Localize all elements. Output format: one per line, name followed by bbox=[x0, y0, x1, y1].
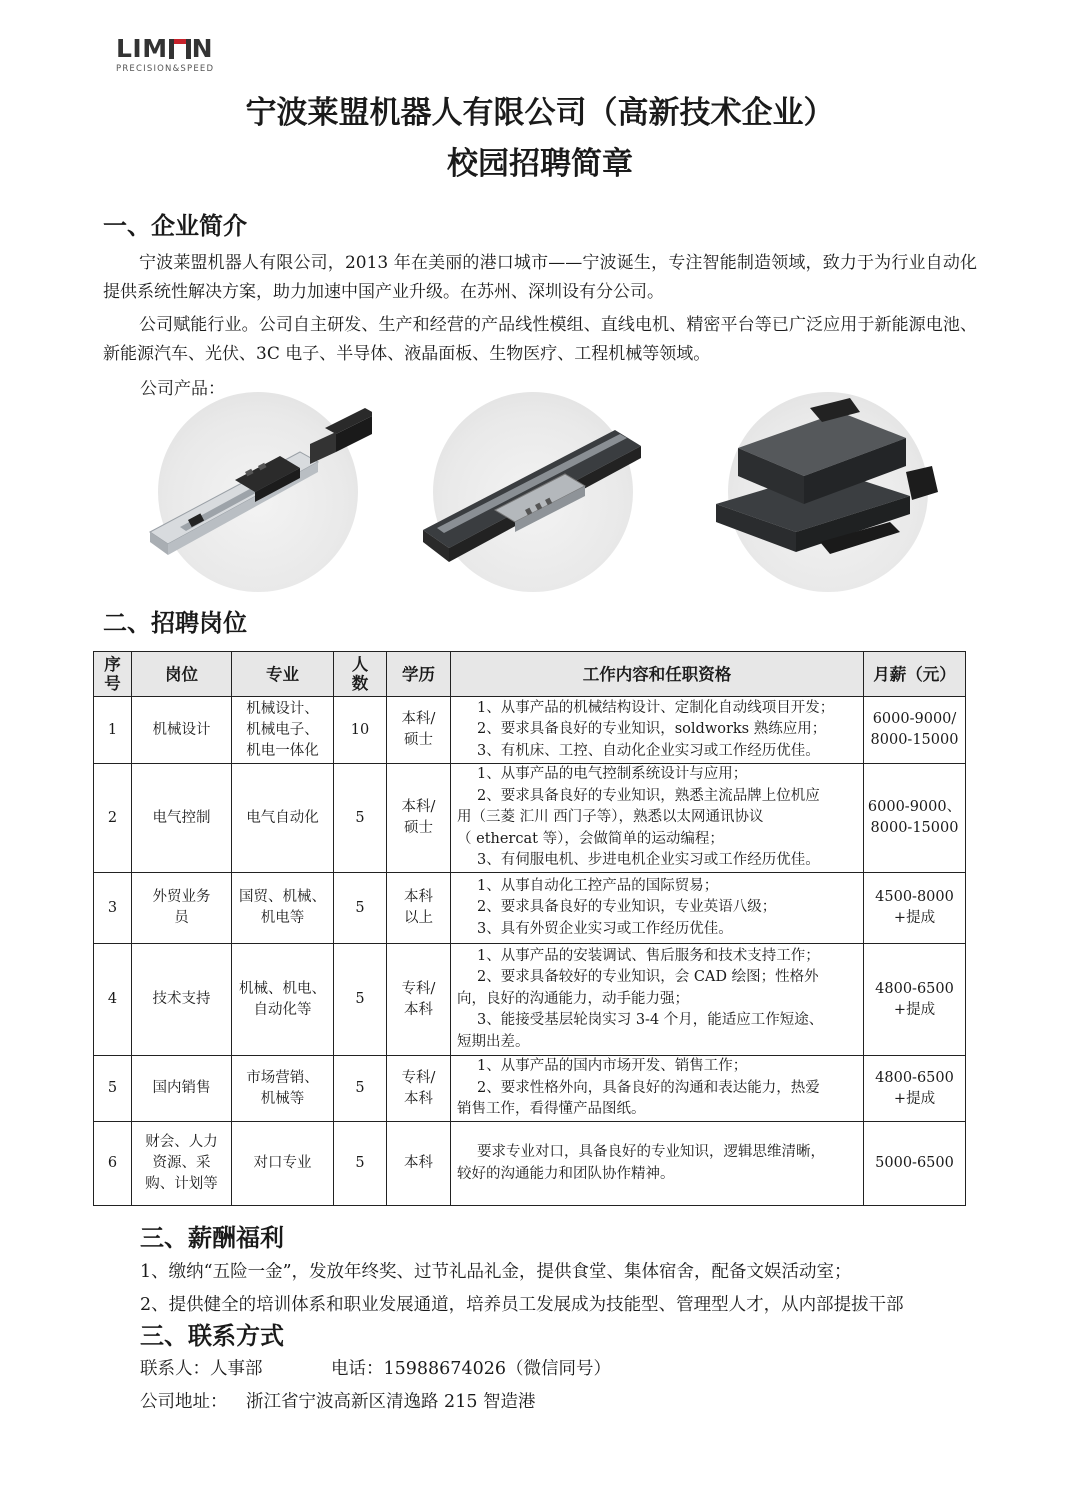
cell-major bbox=[232, 1056, 334, 1122]
cell-education-line: 硕士 bbox=[404, 732, 433, 748]
cell-requirements bbox=[451, 873, 864, 944]
cell-education-line: 本科 bbox=[404, 1155, 433, 1171]
logo-letters-right: N bbox=[191, 34, 214, 63]
cell-major-line: 机械设计、 bbox=[246, 700, 319, 717]
table-row bbox=[94, 873, 966, 944]
cell-salary bbox=[864, 697, 966, 764]
cell-requirements bbox=[451, 944, 864, 1056]
cell-count: 5 bbox=[334, 1056, 387, 1122]
contact-heading: 三、联系方式 bbox=[140, 1321, 284, 1350]
table-row bbox=[94, 1056, 966, 1122]
cell-title-line: 外贸业务 bbox=[152, 889, 211, 905]
cell-salary-line: 5000-6500 bbox=[875, 1155, 954, 1171]
positions-table bbox=[93, 651, 966, 1206]
cell-requirements-line: 3、具有外贸企业实习或工作经历优佳。 bbox=[477, 920, 733, 937]
cell-salary-line: 8000-15000 bbox=[870, 820, 959, 836]
cell-salary-line: 6000-9000、 bbox=[867, 799, 962, 815]
cell-salary bbox=[864, 873, 966, 944]
cell-education bbox=[387, 764, 451, 873]
cell-title-line: 机械设计 bbox=[152, 721, 211, 738]
cell-major bbox=[232, 944, 334, 1056]
cell-count: 5 bbox=[334, 944, 387, 1056]
cell-education bbox=[387, 1122, 451, 1206]
table-header-row bbox=[94, 652, 966, 697]
linear-motor-icon bbox=[415, 392, 647, 594]
cell-no: 3 bbox=[94, 873, 132, 944]
logo-letters-left: LIM bbox=[116, 34, 168, 63]
table-row bbox=[94, 764, 966, 873]
col-header-count: 人 数 bbox=[334, 652, 387, 697]
col-header-salary: 月薪（元） bbox=[864, 652, 966, 697]
cell-major-line: 机械等 bbox=[260, 1090, 305, 1107]
cell-education bbox=[387, 697, 451, 764]
cell-education-line: 以上 bbox=[404, 910, 433, 926]
cell-requirements-line: 2、要求具备良好的专业知识，专业英语八级； bbox=[477, 899, 777, 916]
cell-title-line: 国内销售 bbox=[152, 1080, 211, 1096]
cell-count: 5 bbox=[334, 764, 387, 873]
cell-requirements-line: 2、要求具备良好的专业知识，熟悉主流品牌上位机应 bbox=[477, 787, 820, 804]
cell-title-line: 员 bbox=[174, 910, 189, 926]
cell-education-line: 本科/ bbox=[401, 799, 436, 815]
cell-requirements-line: 1、从事产品的国内市场开发、销售工作； bbox=[477, 1058, 748, 1075]
cell-education-line: 专科/ bbox=[401, 1069, 436, 1086]
cell-requirements-line: 1、从事产品的安装调试、售后服务和技术支持工作； bbox=[477, 947, 820, 964]
cell-major bbox=[232, 764, 334, 873]
logo-o-mark-icon bbox=[169, 39, 191, 59]
cell-count: 10 bbox=[334, 697, 387, 764]
cell-requirements-line: 3、有机床、工控、自动化企业实习或工作经历优佳。 bbox=[477, 742, 820, 759]
cell-title-line: 财会、人力 bbox=[145, 1134, 218, 1150]
cell-count: 5 bbox=[334, 1122, 387, 1206]
cell-salary-line: 4800-6500 bbox=[875, 1069, 954, 1086]
cell-requirements bbox=[451, 1056, 864, 1122]
cell-requirements-line: 3、有伺服电机、步进电机企业实习或工作经历优佳。 bbox=[477, 852, 820, 869]
cell-title-line: 资源、采 bbox=[152, 1155, 211, 1171]
table-row bbox=[94, 697, 966, 764]
benefit-line-1: 1、缴纳“五险一金”，发放年终奖、过节礼品礼金，提供食堂、集体宿舍，配备文娱活动室； bbox=[140, 1262, 852, 1282]
cell-requirements-line: 2、要求性格外向，具备良好的沟通和表达能力，热爱 bbox=[477, 1079, 820, 1096]
logo-wordmark bbox=[116, 36, 238, 62]
col-header-requirements: 工作内容和任职资格 bbox=[451, 652, 864, 697]
cell-no: 5 bbox=[94, 1056, 132, 1122]
cell-requirements bbox=[451, 697, 864, 764]
cell-requirements-line: 1、从事产品的电气控制系统设计与应用； bbox=[477, 766, 748, 783]
cell-requirements-line: 要求专业对口，具备良好的专业知识，逻辑思维清晰， bbox=[477, 1144, 825, 1160]
cell-education bbox=[387, 1056, 451, 1122]
cell-salary bbox=[864, 764, 966, 873]
col-header-major: 专业 bbox=[232, 652, 334, 697]
contact-address: 浙江省宁波高新区清逸路 215 智造港 bbox=[246, 1392, 536, 1412]
cell-count: 5 bbox=[334, 873, 387, 944]
table-row bbox=[94, 1122, 966, 1206]
col-header-education: 学历 bbox=[387, 652, 451, 697]
cell-requirements-line: 向，良好的沟通能力，动手能力强； bbox=[457, 990, 689, 1007]
cell-salary-line: +提成 bbox=[893, 910, 936, 926]
cell-major-line: 机械电子、 bbox=[246, 721, 319, 738]
cell-requirements-line: 2、要求具备良好的专业知识，soldworks 熟练应用； bbox=[477, 721, 827, 738]
cell-no: 4 bbox=[94, 944, 132, 1056]
product-image-precision-platform bbox=[710, 392, 942, 594]
cell-salary-line: 8000-15000 bbox=[870, 732, 959, 748]
benefits-heading: 三、薪酬福利 bbox=[140, 1223, 284, 1252]
cell-title-line: 电气控制 bbox=[152, 809, 211, 826]
cell-requirements-line: （ ethercat 等），会做简单的运动编程； bbox=[457, 830, 724, 847]
cell-salary bbox=[864, 1056, 966, 1122]
cell-education-line: 本科 bbox=[404, 1001, 433, 1018]
cell-title bbox=[132, 697, 232, 764]
product-image-linear-motor bbox=[415, 392, 647, 594]
cell-salary-line: 6000-9000/ bbox=[872, 711, 957, 727]
cell-major-line: 国贸、机械、 bbox=[239, 889, 326, 905]
cell-requirements-line: 3、能接受基层轮岗实习 3-4 个月，能适应工作短途、 bbox=[477, 1012, 824, 1029]
company-logo bbox=[116, 36, 238, 78]
cell-education-line: 本科/ bbox=[401, 711, 436, 727]
cell-requirements-line: 销售工作，看得懂产品图纸。 bbox=[457, 1101, 646, 1118]
contact-phone: 电话：15988674026（微信同号） bbox=[331, 1359, 611, 1379]
cell-major-line: 机电一体化 bbox=[246, 742, 319, 759]
cell-education-line: 硕士 bbox=[404, 820, 433, 836]
cell-salary bbox=[864, 1122, 966, 1206]
cell-title-line: 技术支持 bbox=[152, 991, 211, 1007]
intro-paragraph-2: 公司赋能行业。公司自主研发、生产和经营的产品线性模组、直线电机、精密平台等已广泛应用于新能源电池、新能源汽车、光伏、3C 电子、半导体、液晶面板、生物医疗、工程机械等领域。 bbox=[103, 315, 977, 364]
cell-no: 1 bbox=[94, 697, 132, 764]
cell-requirements-line: 1、从事产品的机械结构设计、定制化自动线项目开发； bbox=[477, 699, 835, 716]
cell-title-line: 购、计划等 bbox=[145, 1176, 218, 1192]
cell-major-line: 市场营销、 bbox=[246, 1069, 319, 1086]
cell-title bbox=[132, 944, 232, 1056]
benefit-line-2: 2、提供健全的培训体系和职业发展通道，培养员工发展成为技能型、管理型人才，从内部提拔干部 bbox=[140, 1295, 904, 1315]
cell-major-line: 电气自动化 bbox=[246, 809, 319, 826]
positions-heading: 二、招聘岗位 bbox=[103, 608, 247, 637]
cell-education-line: 专科/ bbox=[401, 980, 436, 997]
cell-salary-line: +提成 bbox=[893, 1001, 936, 1018]
col-header-no: 序 号 bbox=[94, 652, 132, 697]
cell-title bbox=[132, 1122, 232, 1206]
cell-title bbox=[132, 764, 232, 873]
cell-major-line: 自动化等 bbox=[253, 1001, 312, 1018]
precision-platform-icon bbox=[710, 392, 942, 594]
cell-education bbox=[387, 873, 451, 944]
product-image-linear-module bbox=[140, 392, 372, 594]
cell-requirements-line: 用（三菱 汇川 西门子等），熟悉以太网通讯协议 bbox=[457, 809, 764, 826]
products-label: 公司产品： bbox=[140, 379, 225, 399]
table-row bbox=[94, 944, 966, 1056]
cell-education-line: 本科 bbox=[404, 1090, 433, 1107]
cell-title bbox=[132, 1056, 232, 1122]
cell-salary-line: 4500-8000 bbox=[875, 889, 954, 905]
cell-no: 2 bbox=[94, 764, 132, 873]
cell-requirements-line: 1、从事自动化工控产品的国际贸易； bbox=[477, 877, 719, 894]
cell-major-line: 对口专业 bbox=[253, 1155, 312, 1171]
cell-requirements-line: 较好的沟通能力和团队协作精神。 bbox=[457, 1165, 675, 1182]
cell-salary-line: +提成 bbox=[893, 1090, 936, 1107]
intro-heading: 一、企业简介 bbox=[103, 211, 247, 240]
cell-requirements-line: 2、要求具备较好的专业知识，会 CAD 绘图；性格外 bbox=[477, 969, 819, 986]
col-header-title: 岗位 bbox=[132, 652, 232, 697]
cell-no: 6 bbox=[94, 1122, 132, 1206]
cell-title bbox=[132, 873, 232, 944]
contact-address-label: 公司地址： bbox=[140, 1392, 228, 1412]
cell-requirements bbox=[451, 764, 864, 873]
cell-requirements bbox=[451, 1122, 864, 1206]
cell-salary bbox=[864, 944, 966, 1056]
cell-education bbox=[387, 944, 451, 1056]
document-title: 宁波莱盟机器人有限公司（高新技术企业） bbox=[245, 95, 835, 131]
cell-requirements-line: 短期出差。 bbox=[457, 1033, 530, 1050]
cell-major-line: 机械、机电、 bbox=[239, 980, 326, 997]
cell-education-line: 本科 bbox=[404, 889, 433, 905]
logo-tagline: PRECISION&SPEED bbox=[116, 64, 215, 74]
linear-module-icon bbox=[140, 392, 372, 594]
cell-major bbox=[232, 1122, 334, 1206]
cell-salary-line: 4800-6500 bbox=[875, 980, 954, 997]
cell-major bbox=[232, 873, 334, 944]
cell-major-line: 机电等 bbox=[260, 910, 305, 926]
document-subtitle: 校园招聘简章 bbox=[447, 146, 633, 182]
contact-person: 联系人：人事部 bbox=[140, 1359, 263, 1379]
cell-major bbox=[232, 697, 334, 764]
intro-paragraph-1: 宁波莱盟机器人有限公司，2013 年在美丽的港口城市——宁波诞生，专注智能制造领域，致力于为行业自动化提供系统性解决方案，助力加速中国产业升级。在苏州、深圳设有分公司。 bbox=[103, 253, 977, 302]
